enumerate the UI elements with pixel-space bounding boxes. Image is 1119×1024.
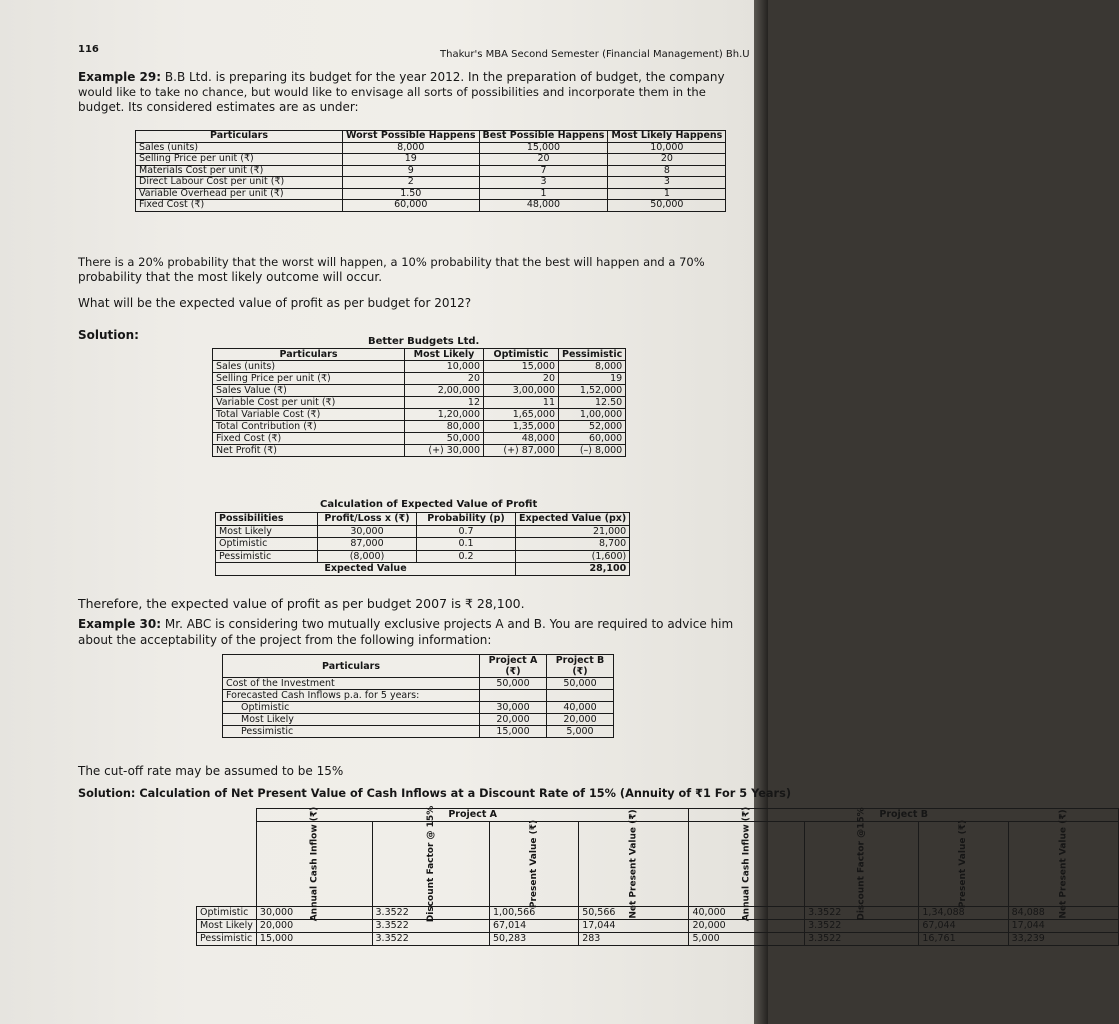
estimates-row: Selling Price per unit (₹) 19 20 20 (136, 154, 726, 166)
example30-line1: Example 30: Mr. ABC is considering two mutually exclusive projects A and B. You are required to advice him (78, 617, 734, 631)
npv-table (196, 805, 1119, 946)
projects-table (222, 654, 614, 738)
budget-row: Fixed Cost (₹) 50,000 48,000 60,000 (213, 433, 626, 445)
expected-row: Pessimistic (8,000) 0.2 (1,600) (216, 550, 630, 563)
npv-row: Optimistic 30,000 3.3522 1,00,566 50,566 40,000 3.3522 1,34,088 84,088 (197, 907, 1119, 920)
budget-row: Variable Cost per unit (₹) 12 11 12.50 (213, 397, 626, 409)
cutoff-text: The cut-off rate may be assumed to be 15% (78, 764, 344, 778)
expected-value-table (215, 512, 630, 576)
npv-project-row (197, 809, 1119, 822)
expected-row: Optimistic 87,000 0.1 8,700 (216, 538, 630, 551)
estimates-header-cell: Most Likely Happens (608, 131, 726, 143)
question-text: What will be the expected value of profit as per budget for 2012? (78, 296, 472, 310)
budget-row: Total Variable Cost (₹) 1,20,000 1,65,000 1,00,000 (213, 409, 626, 421)
projects-row: Forecasted Cash Inflows p.a. for 5 years: (223, 690, 614, 702)
estimates-header-cell: Best Possible Happens (479, 131, 608, 143)
expected-row: Most Likely 30,000 0.7 21,000 (216, 525, 630, 538)
npv-row: Pessimistic 15,000 3.3522 50,283 283 5,000 3.3522 16,761 33,239 (197, 933, 1119, 946)
example29-line1: Example 29: B.B Ltd. is preparing its budget for the year 2012. In the preparation of budget, the company (78, 70, 725, 84)
solution-label: Solution: (78, 328, 139, 342)
running-header: Thakur's MBA Second Semester (Financial Management) Bh.U (440, 49, 750, 60)
project-b-heading: Project B (689, 809, 1118, 822)
npv-column-header-row: Annual Cash Inflow (₹) Discount Factor @ 15% Present Value (₹) Net Present Value (₹) Annual Cash Inflow (₹) Discount Factor @15% Present Value (₹) Net Present Value (₹) (197, 822, 1119, 907)
estimates-table (135, 130, 726, 212)
conclusion-text: Therefore, the expected value of profit as per budget 2007 is ₹ 28,100. (78, 596, 525, 611)
budget-row: Selling Price per unit (₹) 20 20 19 (213, 373, 626, 385)
expected-total-row: Expected Value 28,100 (216, 563, 630, 576)
budget-row: Sales Value (₹) 2,00,000 3,00,000 1,52,000 (213, 385, 626, 397)
budget-row: Sales (units) 10,000 15,000 8,000 (213, 361, 626, 373)
expected-table-title: Calculation of Expected Value of Profit (320, 499, 538, 510)
estimates-header-cell: Worst Possible Happens (343, 131, 480, 143)
npv-row: Most Likely 20,000 3.3522 67,014 17,044 20,000 3.3522 67,044 17,044 (197, 920, 1119, 933)
example30-line2: about the acceptability of the project from the following information: (78, 633, 492, 647)
estimates-header-row (136, 131, 726, 143)
budget-row: Total Contribution (₹) 80,000 1,35,000 52,000 (213, 421, 626, 433)
npv-solution-caption: Solution: Calculation of Net Present Value of Cash Inflows at a Discount Rate of 15% (Annuity of ₹1 For 5 Years) (78, 787, 791, 800)
estimates-row: Materials Cost per unit (₹) 9 7 8 (136, 165, 726, 177)
projects-header-row: Particulars Project A (₹) Project B (₹) (223, 655, 614, 678)
budget-row: Net Profit (₹) (+) 30,000 (+) 87,000 (–) 8,000 (213, 445, 626, 457)
example29-line3: budget. Its considered estimates are as under: (78, 100, 359, 114)
estimates-header-cell: Particulars (136, 131, 343, 143)
estimates-row: Sales (units) 8,000 15,000 10,000 (136, 142, 726, 154)
projects-row: Cost of the Investment 50,000 50,000 (223, 678, 614, 690)
projects-row: Pessimistic 15,000 5,000 (223, 726, 614, 738)
budget-header-row: Particulars Most Likely Optimistic Pessimistic (213, 349, 626, 361)
example29-line2: would like to take no chance, but would like to envisage all sorts of possibilities and incorporate them in the (78, 85, 706, 99)
example30-label: Example 30: (78, 617, 162, 631)
estimates-row: Fixed Cost (₹) 60,000 48,000 50,000 (136, 200, 726, 212)
estimates-row: Variable Overhead per unit (₹) 1.50 1 1 (136, 188, 726, 200)
project-a-heading: Project A (256, 809, 689, 822)
probability-line2: probability that the most likely outcome will occur. (78, 270, 383, 284)
projects-row: Optimistic 30,000 40,000 (223, 702, 614, 714)
estimates-row: Direct Labour Cost per unit (₹) 2 3 3 (136, 177, 726, 189)
example29-label: Example 29: (78, 70, 162, 84)
projects-row: Most Likely 20,000 20,000 (223, 714, 614, 726)
probability-line1: There is a 20% probability that the worst will happen, a 10% probability that the best will happen and a 70% (78, 255, 705, 269)
page-number: 116 (78, 44, 99, 55)
expected-header-row: Possibilities Profit/Loss x (₹) Probability (p) Expected Value (px) (216, 513, 630, 526)
budget-table-title: Better Budgets Ltd. (368, 336, 480, 347)
budget-table (212, 348, 626, 457)
